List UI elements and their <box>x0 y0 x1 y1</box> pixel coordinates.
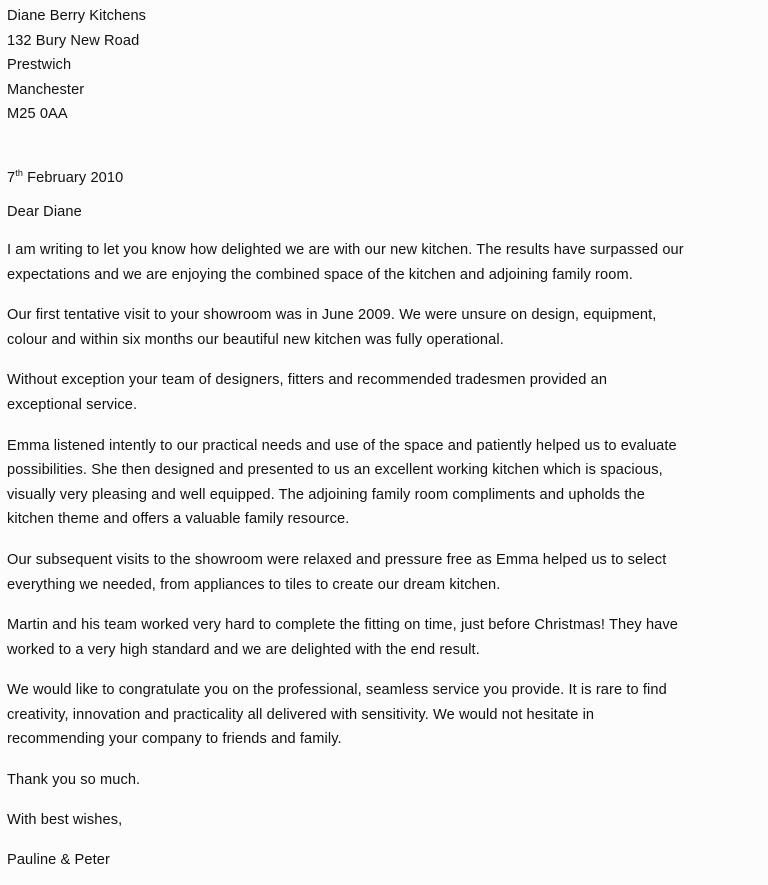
paragraph-2 <box>7 303 754 352</box>
date-day: 7 <box>7 169 16 186</box>
paragraph-line: Without exception your team of designers, fitters and recommended tradesmen provided an <box>7 372 608 389</box>
paragraph-7 <box>7 678 754 752</box>
sender-postcode: M25 0AA <box>7 106 68 123</box>
paragraph-line: Martin and his team worked very hard to complete the fitting on time, just before Christmas! They have <box>7 617 679 634</box>
letter-date <box>7 168 754 188</box>
paragraph-line: creativity, innovation and practicality all delivered with sensitivity. We would not hesitate in <box>7 706 595 723</box>
signatory-names: Pauline & Peter <box>7 852 110 869</box>
paragraph-line: recommending your company to friends and family. <box>7 731 342 748</box>
valediction <box>7 808 754 832</box>
paragraph-line: exceptional service. <box>7 396 138 413</box>
paragraph-line: Our subsequent visits to the showroom were relaxed and pressure free as Emma helped us to select <box>7 551 667 568</box>
paragraph-line: worked to a very high standard and we are delighted with the end result. <box>7 641 480 658</box>
date-month-year: February 2010 <box>22 169 124 186</box>
paragraph-1 <box>7 238 754 287</box>
date-suffix: th <box>15 168 23 179</box>
sender-locality: Prestwich <box>7 57 72 74</box>
paragraph-line: visually very pleasing and well equipped. The adjoining family room compliments and upholds the <box>7 486 645 503</box>
paragraph-line: kitchen theme and offers a valuable family resource. <box>7 511 350 528</box>
paragraph-line: possibilities. She then designed and presented to us an excellent working kitchen which is spacious, <box>7 462 663 479</box>
paragraph-5 <box>7 548 754 597</box>
paragraph-line: We would like to congratulate you on the professional, seamless service you provide. It is rare to find <box>7 682 667 699</box>
salutation: Dear Diane <box>7 203 82 220</box>
paragraph-4 <box>7 434 754 532</box>
sender-street: 132 Bury New Road <box>7 32 140 49</box>
valediction-text: With best wishes, <box>7 812 123 829</box>
sender-city: Manchester <box>7 81 85 98</box>
thank-you-line <box>7 768 754 792</box>
paragraph-line: colour and within six months our beautiful new kitchen was fully operational. <box>7 331 504 348</box>
paragraph-line: expectations and we are enjoying the combined space of the kitchen and adjoining family room. <box>7 266 633 283</box>
thank-you-text: Thank you so much. <box>7 772 141 789</box>
paragraph-3 <box>7 368 754 417</box>
sender-name: Diane Berry Kitchens <box>7 8 147 24</box>
paragraph-6 <box>7 613 754 662</box>
paragraph-line: I am writing to let you know how delighted we are with our new kitchen. The results have surpassed our <box>7 241 684 258</box>
paragraph-line: Our first tentative visit to your showroom was in June 2009. We were unsure on design, equipment, <box>7 307 657 324</box>
paragraph-line: everything we needed, from appliances to tiles to create our dream kitchen. <box>7 576 501 593</box>
signatories <box>7 848 754 872</box>
sender-address <box>7 4 754 127</box>
paragraph-line: Emma listened intently to our practical needs and use of the space and patiently helped us to evaluate <box>7 437 677 454</box>
